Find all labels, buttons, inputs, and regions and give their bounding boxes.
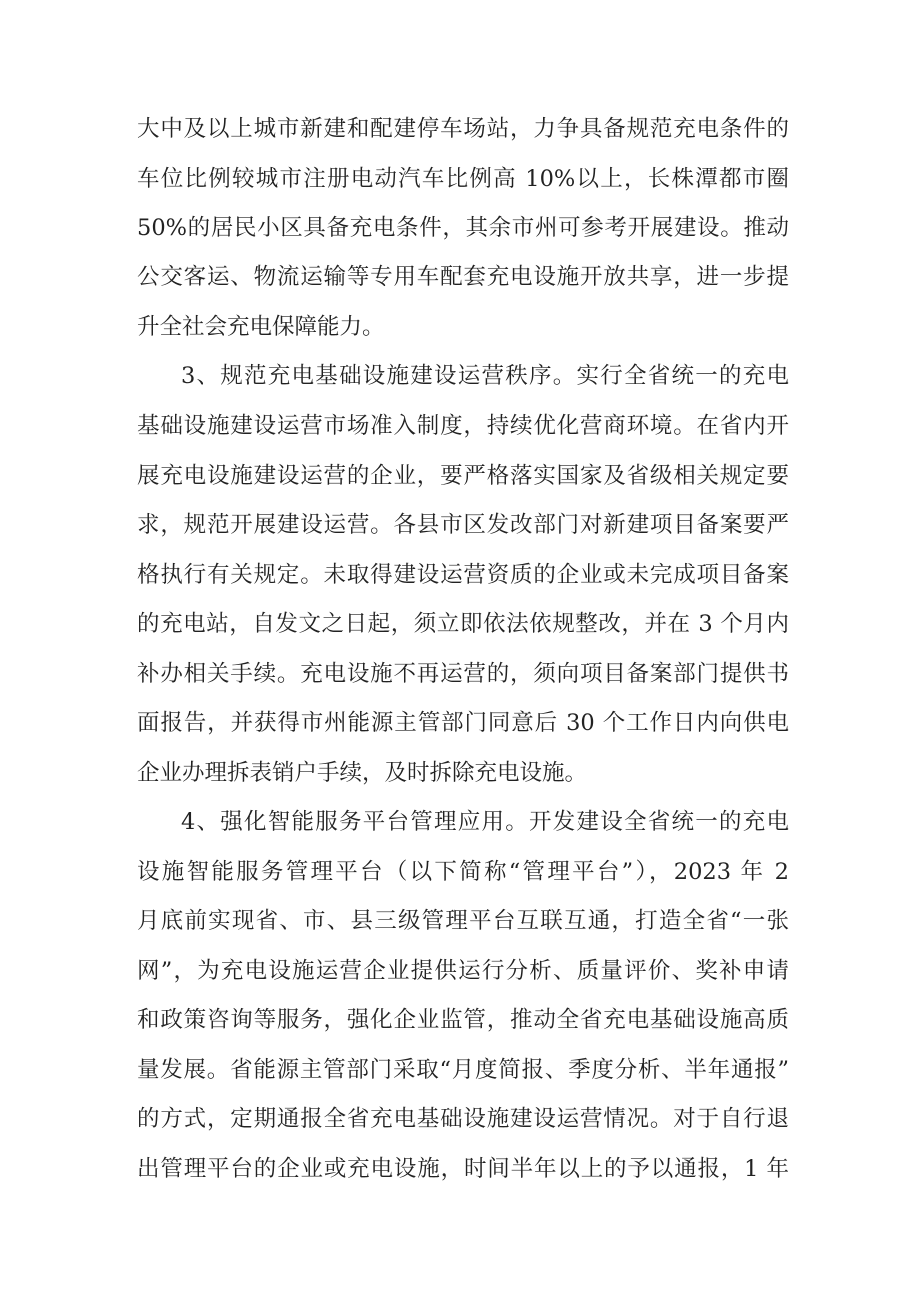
text-line-21: 的方式，定期通报全省充电基础设施建设运营情况。对于自行退 bbox=[137, 1106, 789, 1132]
text-line-14: 企业办理拆表销户手续，及时拆除充电设施。 bbox=[137, 760, 588, 786]
text-line-9: 求，规范开展建设运营。各县市区发改部门对新建项目备案要严 bbox=[137, 512, 789, 538]
text-line-12: 补办相关手续。充电设施不再运营的，须向项目备案部门提供书 bbox=[137, 661, 789, 687]
text-line-11: 的充电站，自发文之日起，须立即依法依规整改，并在 3 个月内 bbox=[137, 611, 789, 637]
text-line-17: 月底前实现省、市、县三级管理平台互联互通，打造全省“一张 bbox=[137, 908, 789, 934]
text-line-4: 公交客运、物流运输等专用车配套充电设施开放共享，进一步提 bbox=[137, 264, 789, 290]
section-4-heading-line: 4、强化智能服务平台管理应用。开发建设全省统一的充电 bbox=[181, 809, 789, 835]
text-line-5: 升全社会充电保障能力。 bbox=[137, 314, 385, 340]
text-line-19: 和政策咨询等服务，强化企业监管，推动全省充电基础设施高质 bbox=[137, 1007, 789, 1033]
text-line-7: 基础设施建设运营市场准入制度，持续优化营商环境。在省内开 bbox=[137, 413, 789, 439]
section-3-heading-line: 3、规范充电基础设施建设运营秩序。实行全省统一的充电 bbox=[181, 363, 789, 389]
text-line-22: 出管理平台的企业或充电设施，时间半年以上的予以通报，1 年 bbox=[137, 1156, 789, 1182]
text-line-13: 面报告，并获得市州能源主管部门同意后 30 个工作日内向供电 bbox=[137, 710, 789, 736]
text-line-2: 车位比例较城市注册电动汽车比例高 10%以上，长株潭都市圈 bbox=[137, 166, 789, 192]
text-line-18: 网”，为充电设施运营企业提供运行分析、质量评价、奖补申请 bbox=[137, 958, 789, 984]
text-line-20: 量发展。省能源主管部门采取“月度简报、季度分析、半年通报” bbox=[137, 1057, 789, 1083]
text-line-1: 大中及以上城市新建和配建停车场站，力争具备规范充电条件的 bbox=[137, 116, 789, 142]
text-line-16: 设施智能服务管理平台（以下简称“管理平台”），2023 年 2 bbox=[137, 859, 789, 885]
text-line-3: 50%的居民小区具备充电条件，其余市州可参考开展建设。推动 bbox=[137, 215, 789, 241]
text-line-10: 格执行有关规定。未取得建设运营资质的企业或未完成项目备案 bbox=[137, 562, 789, 588]
text-line-8: 展充电设施建设运营的企业，要严格落实国家及省级相关规定要 bbox=[137, 463, 789, 489]
